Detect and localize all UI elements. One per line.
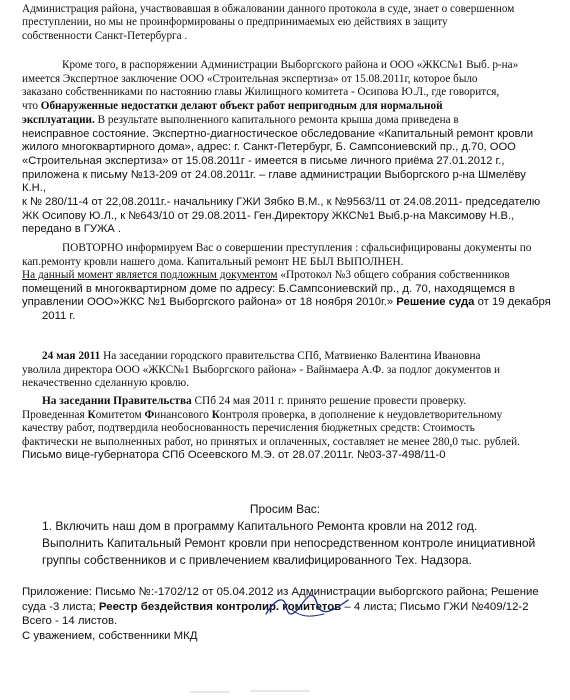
bold-defects-statement: Обнаруженные недостатки делают объект работ непригодным для нормальной <box>40 100 443 113</box>
paragraph-dismissal: 24 мая 2011 На заседании городского правительства СПб, Матвиенко Валентина Ивановна уволила директора ООО «ЖКС№1 Выборгского района» - Вайнмаерa А.Ф. за подлог документов и некачественно сделанную кровлю. <box>22 350 501 390</box>
handwritten-signature <box>262 592 352 622</box>
request-item-1: 1. Включить наш дом в программу Капитального Ремонта кровли на 2012 год. <box>42 519 478 533</box>
paragraph-intro: Администрация района, участвовавшая в обжаловании данного протокола в суде, знает о совершенном преступлении, но мы не проинформированы о предпринимаемых ею действиях в защиту собственности Санкт-Петербурга . <box>22 3 515 42</box>
bold-date: 24 мая 2011 <box>42 350 101 362</box>
paragraph-expert-report: Кроме того, в распоряжении Администрации Выборгского района и ООО «ЖКС№1 Выб. р-на» имеется Экспертное заключение ООО «Строительная экспертиза» от 15.08.2011г, которое было заказано собственниками по настоянию главы Жилищного комитета - Осиповa Ю.Л., где говорится, что Обнаруженные недостатки делают объект работ непригодным для нормальной эксплуатации. В результате выполненного капитального ремонта крыша дома приведена в неисправное состояние. Экспертно-диагностическое обследование «Капитальный ремонт кровли жилого многоквартирного дома», адрес: г. Санкт-Петербург, Б. Сампсониевский пр., д.70, ООО «Строительная экспертиза» от 15.08.2011г - имеется в письме личного приёма 27.01.2012 г., приложена к письму №13-209 от 24.08.2011г. – главе администрации Выборгского р-на Шмелёву К.Н., к № 280/11-4 от 22,08.2011г.- начальнику ГЖИ Зябко В.М., к №9563/11 от 24.08.2011- председателю ЖК Осипову Ю.Л., к №643/10 от 29.08.2011- Ген.Директору ЖКС№1 Выб.р-на Максимову Н.В., передано в ГУЖА . <box>22 59 541 236</box>
request-list: 1. Включить наш дом в программу Капитального Ремонта кровли на 2012 год. Выполнить Капитальный Ремонт кровли при непосредственном контроле инициативной группы собственников и с привлечением квалифицированного Тех. Надзора. <box>42 519 536 567</box>
paragraph-repeat-notice: ПОВТОРНО информируем Вас о совершении преступления : сфальсифицированы документы по кап.ремонту кровли нашего дома. Капитальный ремонт НЕ БЫЛ ВЫПОЛНЕН. На данный момент является подложным документом «Протокол №3 общего собрания собственников помещений в многоквартирном доме по адресу: Б.Сампсониевский пр., д. 70, находящемся в управлении ООО»ЖКС №1 Выборгского района» от 18 ноября 2010г.» Решение суда от 19 декабря 2011 г. <box>22 242 551 322</box>
closing-line: С уважением, собственники МКД <box>22 629 198 642</box>
request-title: Просим Вас: <box>249 502 321 516</box>
paragraph-inspection: На заседании Правительства СПб 24 мая 2011 г. принято решение провести проверку. Проведенная Комитетом Финансового Контроля проверка, в дополнение к неудовлетворительному качеству работ, подтвердила необоснованность перечисления бюджетных средств: Стоимость фактически не выполненных работ, но принятых и оплаченных, составляет не менее 280,0 тыс. рублей. Письмо вице-губернатора СПб Осеевского М.Э. от 28.07.2011г. №03-37-498/11-0 <box>22 395 520 462</box>
attachments-block: Приложение: Письмо №:-1702/12 от 05.04.2012 из Администрации выборгского района; Решение суда -3 листа; Реестр бездействия контролир. комитетов – 4 листа; Письмо ГЖИ №409/12-2 Всего - 14 листов. С уважением, собственники МКД <box>22 585 552 643</box>
scan-artifact <box>190 688 310 694</box>
bold-court-decision: Решение суда <box>396 296 475 309</box>
bold-government-meeting: На заседании Правительства <box>42 395 192 407</box>
bold-registry: Реестр бездействия контролир. комитетов <box>98 600 342 613</box>
